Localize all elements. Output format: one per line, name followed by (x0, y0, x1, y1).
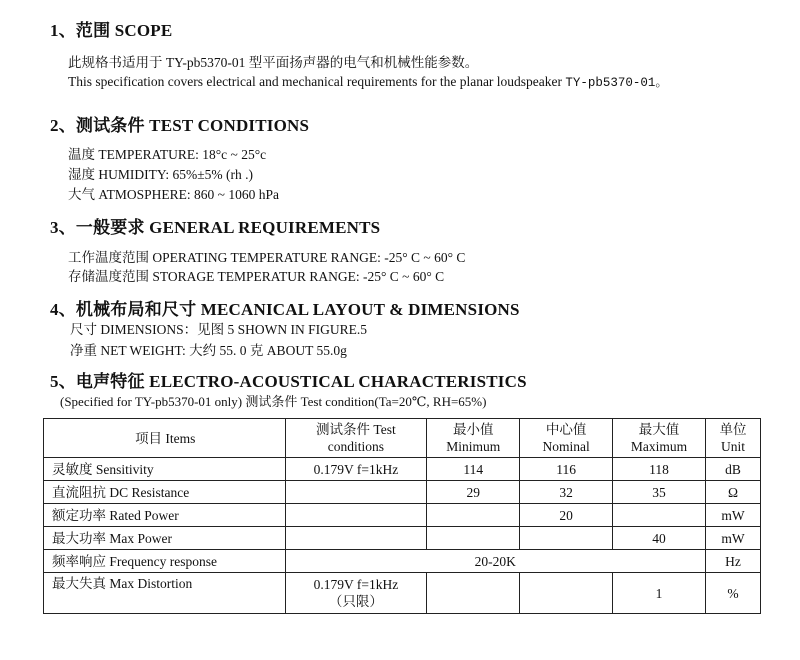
row-item: 额定功率 Rated Power (44, 504, 286, 527)
row-unit: dB (706, 458, 761, 481)
header-items: 项目 Items (44, 419, 286, 458)
test-atmosphere: 大气 ATMOSPHERE: 860 ~ 1060 hPa (68, 187, 279, 202)
header-minimum (427, 419, 520, 458)
row-condition: 0.179V f=1kHz (285, 458, 427, 481)
header-conditions-cn: 测试条件 Test (316, 422, 396, 437)
row-maximum: 118 (613, 458, 706, 481)
row-item: 直流阻抗 DC Resistance (44, 481, 286, 504)
test-humidity: 湿度 HUMIDITY: 65%±5% (rh .) (68, 167, 254, 182)
row-unit: Ω (706, 481, 761, 504)
row-unit: mW (706, 527, 761, 550)
row-unit: mW (706, 504, 761, 527)
row-item: 灵敏度 Sensitivity (44, 458, 286, 481)
net-weight-text: 净重 NET WEIGHT: 大约 55. 0 克 ABOUT 55.0g (70, 343, 347, 358)
header-maximum-cn: 最大值 (638, 422, 680, 437)
row-condition (285, 573, 427, 614)
electro-acoustic-table (43, 418, 761, 614)
row-nominal: 32 (520, 481, 613, 504)
scope-text-en-body: This specification covers electrical and mechanical requirements for the planar loudspeaker (68, 74, 566, 89)
row-nominal (520, 527, 613, 550)
table-row (44, 458, 761, 481)
row-minimum (427, 527, 520, 550)
row-item: 最大功率 Max Power (44, 527, 286, 550)
header-maximum (613, 419, 706, 458)
row-maximum: 40 (613, 527, 706, 550)
test-condition-note: (Specified for TY-pb5370-01 only) 测试条件 Test condition(Ta=20℃, RH=65%) (60, 394, 487, 409)
table-row (44, 550, 761, 573)
section-4-heading: 4、机械布局和尺寸 MECANICAL LAYOUT & DIMENSIONS (50, 300, 520, 319)
header-unit (706, 419, 761, 458)
table-header-row (44, 419, 761, 458)
row-range: 20-20K (285, 550, 706, 573)
section-5-heading: 5、电声特征 ELECTRO-ACOUSTICAL CHARACTERISTICS (50, 372, 527, 391)
row-condition (285, 504, 427, 527)
test-temperature: 温度 TEMPERATURE: 18°c ~ 25°c (68, 147, 267, 162)
scope-text-cn: 此规格书适用于 TY-pb5370-01 型平面扬声器的电气和机械性能参数。 (68, 55, 479, 70)
table-row (44, 481, 761, 504)
header-maximum-en: Maximum (630, 439, 688, 454)
table-row (44, 527, 761, 550)
storage-temperature-range: 存储温度范围 STORAGE TEMPERATUR RANGE: -25° C ~ 60° C (68, 269, 445, 284)
row-nominal: 20 (520, 504, 613, 527)
header-minimum-cn: 最小值 (452, 422, 494, 437)
row-nominal (520, 573, 613, 614)
row-unit: Hz (706, 550, 761, 573)
section-1-heading: 1、范围 SCOPE (50, 21, 173, 40)
header-nominal-en: Nominal (542, 439, 590, 454)
row-minimum: 29 (427, 481, 520, 504)
section-3-heading: 3、一般要求 GENERAL REQUIREMENTS (50, 218, 381, 237)
row-minimum (427, 504, 520, 527)
header-minimum-en: Minimum (446, 439, 501, 454)
row-condition (285, 481, 427, 504)
scope-text-en (68, 72, 668, 90)
operating-temperature-range: 工作温度范围 OPERATING TEMPERATURE RANGE: -25° C ~ 60° C (68, 250, 466, 265)
row-minimum: 114 (427, 458, 520, 481)
header-unit-en: Unit (721, 439, 746, 454)
header-conditions (285, 419, 427, 458)
row-maximum: 1 (613, 573, 706, 614)
section-2-heading: 2、测试条件 TEST CONDITIONS (50, 116, 310, 135)
row-item: 最大失真 Max Distortion (44, 573, 286, 614)
row-maximum (613, 504, 706, 527)
dimensions-text: 尺寸 DIMENSIONS：见图 5 SHOWN IN FIGURE.5 (70, 322, 367, 337)
row-minimum (427, 573, 520, 614)
row-unit: % (706, 573, 761, 614)
row-nominal: 116 (520, 458, 613, 481)
header-nominal-cn: 中心值 (545, 422, 587, 437)
row-condition (285, 527, 427, 550)
row-maximum: 35 (613, 481, 706, 504)
header-conditions-en: conditions (327, 439, 385, 454)
header-unit-cn: 单位 (719, 422, 747, 437)
row-item: 频率响应 Frequency response (44, 550, 286, 573)
row-condition-line-1: 0.179V f=1kHz (313, 577, 399, 592)
header-nominal (520, 419, 613, 458)
table-row (44, 504, 761, 527)
table-row (44, 573, 761, 614)
row-condition-line-2: （只限） (328, 594, 383, 609)
scope-model-number: TY-pb5370-01。 (565, 76, 668, 90)
